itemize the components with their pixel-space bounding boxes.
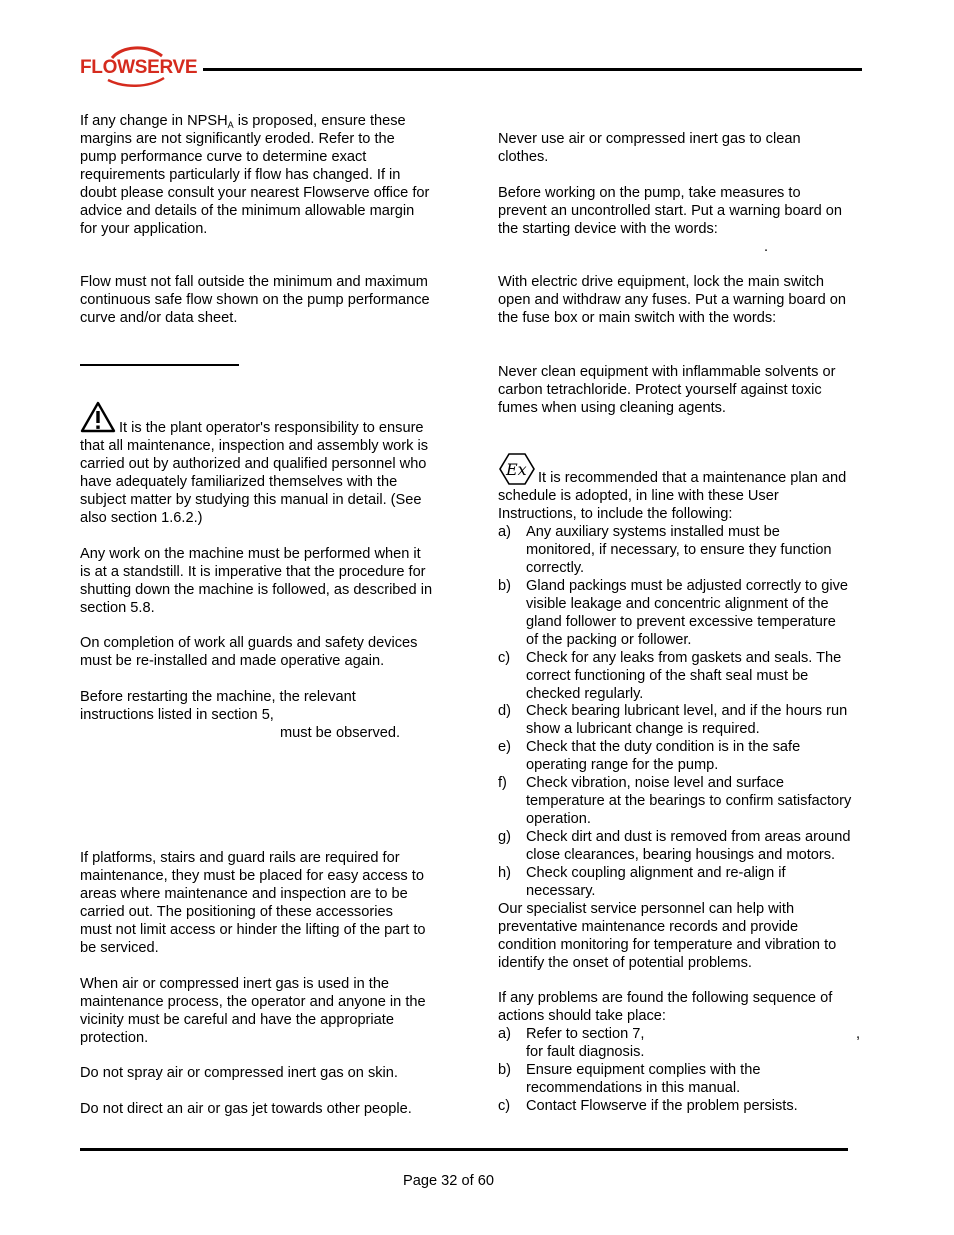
problems-paragraph: If any problems are found the following sequence of actions should take place: (498, 990, 833, 1024)
flow-paragraph: Flow must not fall outside the minimum and maximum continuous safe flow shown on the pump performance curve and/or data sheet. (80, 274, 430, 326)
clothes-paragraph: Never use air or compressed inert gas to clean clothes. (498, 131, 801, 165)
section-heading-underline (80, 364, 239, 366)
svg-text:Ex: Ex (506, 460, 527, 479)
air-paragraph: When air or compressed inert gas is used in the maintenance process, the operator and anyone in the vicinity must be careful and have the appropriate protection. (80, 976, 426, 1046)
platforms-paragraph: If platforms, stairs and guard rails are required for maintenance, they must be placed for easy access to areas where maintenance and inspection are to be carried out. The positioning of these accessories must not limit access or hinder the lifting of the part to be serviced. (80, 850, 426, 956)
electric-paragraph: With electric drive equipment, lock the main switch open and withdraw any fuses. Put a warning board on the fuse box or main switch with the words: (498, 274, 847, 326)
logo-text: FLOWSERVE (80, 57, 198, 78)
footer-rule (80, 1148, 848, 1151)
guards-paragraph: On completion of work all guards and safety devices must be re-installed and made operative again. (80, 635, 418, 669)
npsh-paragraph: If any change in $NPSH_A$ is proposed, ensure these margins are not significantly eroded. Refer to the pump performance curve to determine exact requirements particularly if flow has changed. If in doubt please consult your nearest Flowserve office for advice and details of the minimum allowable margin for your application. (80, 113, 430, 237)
header-rule (203, 68, 862, 71)
specialist-paragraph: Our specialist service personnel can help with preventative maintenance records and provide condition monitoring for temperature and vibration to identify the onset of potential problems. (498, 901, 837, 971)
page-number: Page 32 of 60 (403, 1173, 494, 1189)
maintenance-plan-paragraph: It is recommended that a maintenance plan and schedule is adopted, in line with these User Instructions, to include the following: (498, 470, 847, 522)
flowserve-logo (80, 44, 198, 88)
responsibility-paragraph: It is the plant operator's responsibility to ensure that all maintenance, inspection and assembly work is carried out by authorized and qualified personnel who have adequately familiarized themselves with the subject matter by studying this manual in detail. (See also section 1.6.2.) (80, 420, 428, 526)
skin-paragraph: Do not spray air or compressed inert gas on skin. (80, 1065, 398, 1081)
standstill-paragraph: Any work on the machine must be performed when it is at a standstill. It is imperative that the procedure for shutting down the machine is followed, as described in section 5.8. (80, 546, 433, 616)
restart-paragraph: Before restarting the machine, the relevant instructions listed in section 5, must be observed. (80, 689, 401, 741)
solvent-paragraph: Never clean equipment with inflammable solvents or carbon tetrachloride. Protect yourself against toxic fumes when using cleaning agents. (498, 364, 836, 416)
start-paragraph: Before working on the pump, take measures to prevent an uncontrolled start. Put a warning board on the starting device with the words: . (498, 185, 842, 255)
people-paragraph: Do not direct an air or gas jet towards other people. (80, 1101, 412, 1117)
